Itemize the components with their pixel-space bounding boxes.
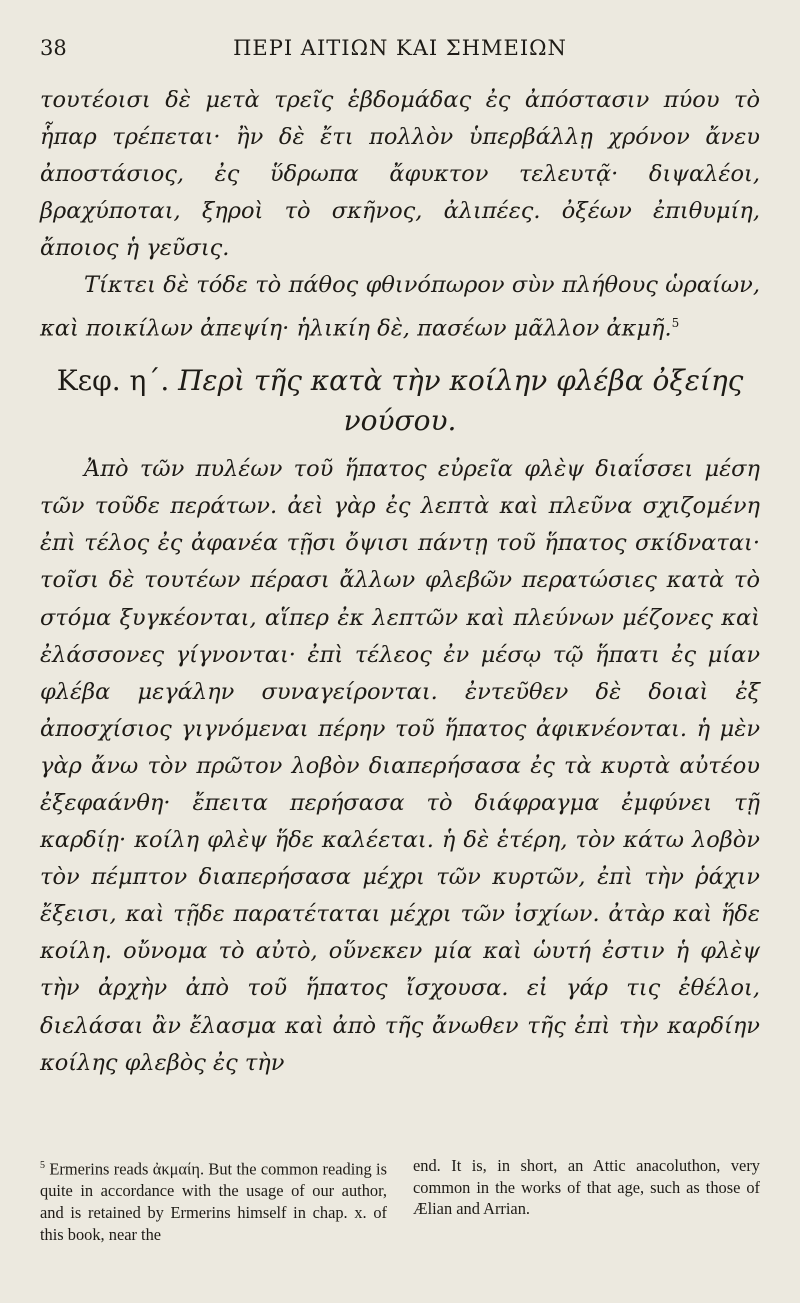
paragraph-1: τουτέοισι δὲ μετὰ τρεῖς ἑβδομάδας ἐς ἀπόστασιν πύου τὸ ἧπαρ τρέπεται· ἢν δὲ ἔτι πολλὸν ὑπερβάλλῃ χρόνον ἄνευ ἀποστάσιος, ἐς ὕδρωπα ἄφυκτον τελευτᾷ· διψαλέοι, βραχύποται, ξηροὶ τὸ σκῆνος, ἀλιπέες. ὀξέων ἐπιθυμίη, ἄποιος ἡ γεῦσις. xyxy=(40,87,760,262)
footnote-ref: 5 xyxy=(671,315,680,330)
paragraph-2-text: Τίκτει δὲ τόδε τὸ πάθος φθινόπωρον σὺν πλήθους ὡραίων, καὶ ποικίλων ἀπεψίη· ἡλικίη δὲ, πασέων μᾶλλον ἀκμῆ. xyxy=(40,272,760,342)
paragraph-3: Ἀπὸ τῶν πυλέων τοῦ ἥπατος εὐρεῖα φλὲψ διαΐσσει μέση τῶν τοῦδε περάτων. ἀεὶ γὰρ ἐς λεπτὰ καὶ πλεῦνα σχιζομένη ἐπὶ τέλος ἐς ἀφανέα τῇσι ὄψισι πάντῃ τοῦ ἥπατος σκίδναται· τοῖσι δὲ τουτέων πέρασι ἄλλων φλεβῶν περατώσιες κατὰ τὸ στόμα ξυγκέονται, αἵπερ ἐκ λεπτῶν καὶ πλεύνων μέζονες καὶ ἐλάσσονες γίγνονται· ἐπὶ τέλεος ἐν μέσῳ τῷ ἥπατι ἐς μίαν φλέβα μεγάλην συναγείρονται. ἐντεῦθεν δὲ δοιαὶ ἐξ ἀποσχίσιος γιγνόμεναι πέρην τοῦ ἥπατος ἀφικνέονται. ἡ μὲν γὰρ ἄνω τὸν πρῶτον λοβὸν διαπερήσασα ἐς τὰ κυρτὰ αὐτέου ἐξεφαάνθη· ἔπειτα περήσασα τὸ διάφραγμα ἐμφύνει τῇ καρδίῃ· κοίλη φλὲψ ἥδε καλέεται. ἡ δὲ ἑτέρη, τὸν κάτω λοβὸν τὸν πέμπτον διαπερήσασα μέχρι τῶν κυρτῶν, ἐπὶ τὴν ῥάχιν ἔξεισι, καὶ τῇδε παρατέταται μέχρι τῶν ἰσχίων. ἀτὰρ καὶ ἥδε κοίλη. οὔνομα τὸ αὐτὸ, οὕνεκεν μία καὶ ὡυτή ἐστιν ἡ φλὲψ τὴν ἀρχὴν ἀπὸ τοῦ ἥπατος ἴσχουσα. εἰ γάρ τις ἐθέλοι, διελάσαι ἂν ἔλασμα καὶ ἀπὸ τῆς ἄνωθεν τῆς ἐπὶ τὴν καρδίην κοίλης φλεβὸς ἐς τὴν xyxy=(40,456,760,1076)
footnote-marker: 5 xyxy=(40,1160,45,1171)
chapter-title: Περὶ τῆς κατὰ τὴν κοίλην φλέβα ὀξείης νούσου. xyxy=(178,364,744,438)
footnotes xyxy=(40,1155,760,1245)
footnote-text-2: end. It is, in short, an Attic anacoluthon, very common in the works of that age, such as those of Ælian and Arrian. xyxy=(413,1156,760,1219)
chapter-label: Κεφ. η΄. xyxy=(56,364,170,398)
page-header xyxy=(40,36,760,66)
footnote-column-1 xyxy=(40,1155,387,1245)
chapter-heading xyxy=(40,361,760,441)
running-title: ΠΕΡΙ ΑΙΤΙΩΝ ΚΑΙ ΣΗΜΕΙΩΝ xyxy=(233,36,567,60)
paragraph-2 xyxy=(40,267,760,347)
page-number: 38 xyxy=(40,36,67,60)
footnote-text-1: Ermerins reads ἀκμαίη. But the common reading is quite in accordance with the usage of our author, and is retained by Ermerins himself in chap. x. of this book, near the xyxy=(40,1159,387,1244)
footnote-column-2 xyxy=(413,1155,760,1245)
main-text xyxy=(40,82,760,1082)
